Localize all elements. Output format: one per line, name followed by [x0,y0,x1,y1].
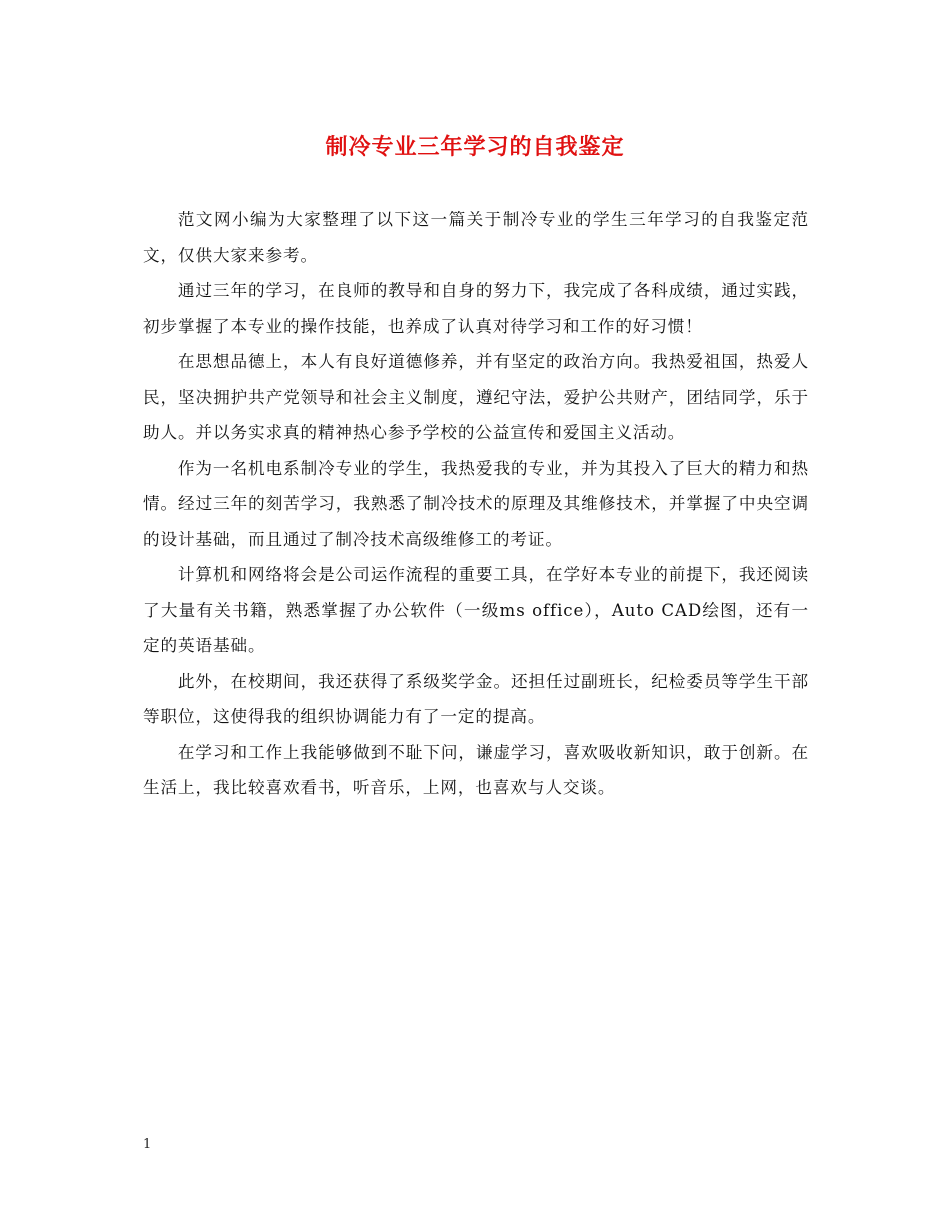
document-title: 制冷专业三年学习的自我鉴定 [325,135,625,160]
paragraph-awards: 此外，在校期间，我还获得了系级奖学金。还担任过副班长，纪检委员等学生干部等职位，这使得我的组织协调能力有了一定的提高。 [143,671,809,726]
paragraph-study-overview: 通过三年的学习，在良师的教导和自身的努力下，我完成了各科成绩，通过实践，初步掌握了本专业的操作技能，也养成了认真对待学习和工作的好习惯！ [143,281,809,336]
paragraph-attitude: 在学习和工作上我能够做到不耻下问，谦虚学习，喜欢吸收新知识，敢于创新。在生活上，我比较喜欢看书，听音乐，上网，也喜欢与人交谈。 [143,742,809,797]
paragraph-computer-skills: 计算机和网络将会是公司运作流程的重要工具，在学好本专业的前提下，我还阅读了大量有关书籍，熟悉掌握了办公软件（一级ms office），Auto CAD绘图，还有一定的英语基础。 [143,565,809,655]
paragraph-moral-character: 在思想品德上，本人有良好道德修养，并有坚定的政治方向。我热爱祖国，热爱人民，坚决拥护共产党领导和社会主义制度，遵纪守法，爱护公共财产，团结同学，乐于助人。并以务实求真的精神热心参予学校的公益宣传和爱国主义活动。 [143,352,809,442]
paragraph-intro: 范文网小编为大家整理了以下这一篇关于制冷专业的学生三年学习的自我鉴定范文，仅供大家来参考。 [143,210,809,265]
document-body [143,202,809,806]
paragraph-major-study: 作为一名机电系制冷专业的学生，我热爱我的专业，并为其投入了巨大的精力和热情。经过三年的刻苦学习，我熟悉了制冷技术的原理及其维修技术，并掌握了中央空调的设计基础，而且通过了制冷技术高级维修工的考证。 [143,458,809,549]
page-number: 1 [143,1137,152,1152]
